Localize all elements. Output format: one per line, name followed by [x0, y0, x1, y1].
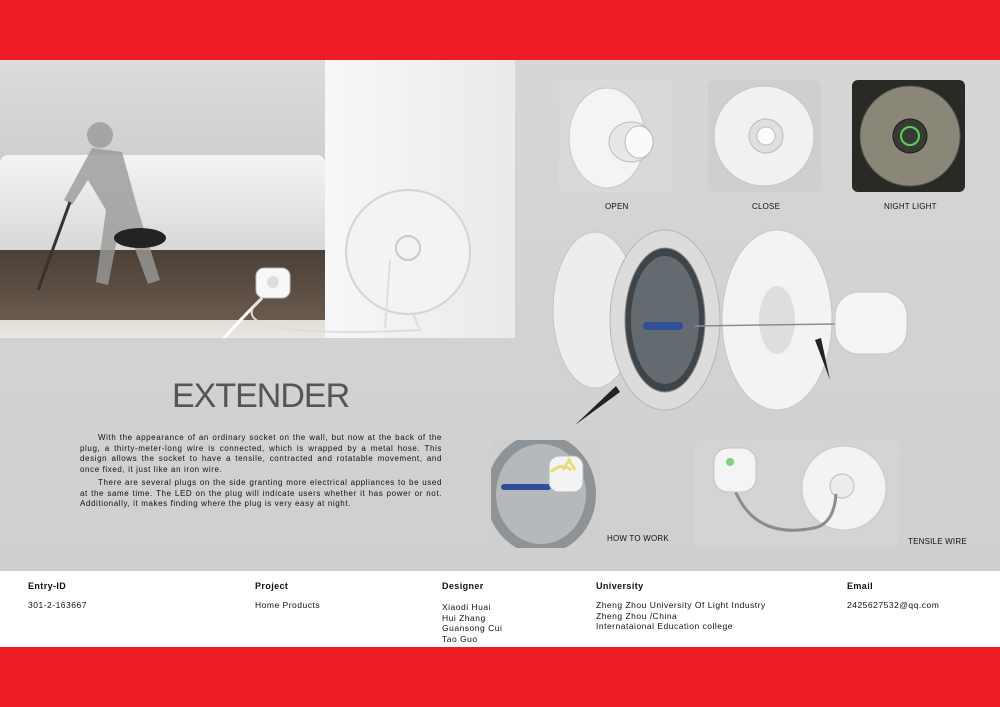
footer-email [847, 571, 939, 611]
bottom-red-band [0, 647, 1000, 707]
entry-id-label: Entry-ID [28, 581, 67, 591]
footer-project [255, 571, 320, 611]
university-line: Zheng Zhou University Of Light Industry [596, 600, 766, 610]
university-label: University [596, 581, 644, 591]
night-light-image [852, 80, 965, 192]
close-image [708, 80, 821, 192]
footer-info [0, 571, 1000, 647]
footer-designer [442, 571, 502, 644]
open-image [559, 80, 672, 192]
university-line: Zheng Zhou /China [596, 610, 678, 621]
person-silhouette [64, 122, 160, 285]
university-line: Internataional Education college [596, 621, 733, 631]
hero-photo [0, 60, 515, 338]
description-paragraph-1: With the appearance of an ordinary socket on the wall, but now at the back of the plug, a thirty-meter-long wire is connected, which is wrapped by a metal hose. This design allows the socket to have a tensile, contracted and rotatable movement, and once fixed, it just like an iron wire. [80, 433, 442, 474]
product-title: EXTENDER [172, 377, 350, 415]
tensile-wire-image [694, 440, 899, 547]
exploded-view-image [545, 220, 925, 430]
designer-name: Guansong Cui [442, 623, 503, 633]
caption-close: CLOSE [752, 202, 781, 211]
description-paragraph-2: There are several plugs on the side granting more electrical appliances to be used at the same time. The LED on the plug will indicate users whether it has power or not. Additionally, it makes finding where the plug is very easy at night. [80, 478, 442, 508]
how-to-work-image [491, 440, 600, 548]
caption-how-to-work: HOW TO WORK [607, 534, 669, 543]
designer-name: Xiaodi Huai [442, 602, 491, 612]
designer-name: Hui Zhang [442, 612, 486, 623]
project-label: Project [255, 581, 289, 591]
designer-name: Tao Guo [442, 633, 478, 644]
hero-illustration [0, 60, 515, 338]
product-description [80, 433, 442, 513]
designer-label: Designer [442, 581, 484, 591]
email-label: Email [847, 581, 874, 591]
footer-university [596, 571, 766, 632]
caption-night-light: NIGHT LIGHT [884, 202, 937, 211]
email-value: 2425627532@qq.com [847, 600, 940, 610]
top-red-band [0, 0, 1000, 60]
footer-entry-id [28, 571, 87, 611]
project-value: Home Products [255, 600, 321, 610]
caption-tensile-wire: TENSILE WIRE [908, 537, 967, 546]
entry-id-value: 301-2-163667 [28, 600, 87, 610]
caption-open: OPEN [605, 202, 629, 211]
